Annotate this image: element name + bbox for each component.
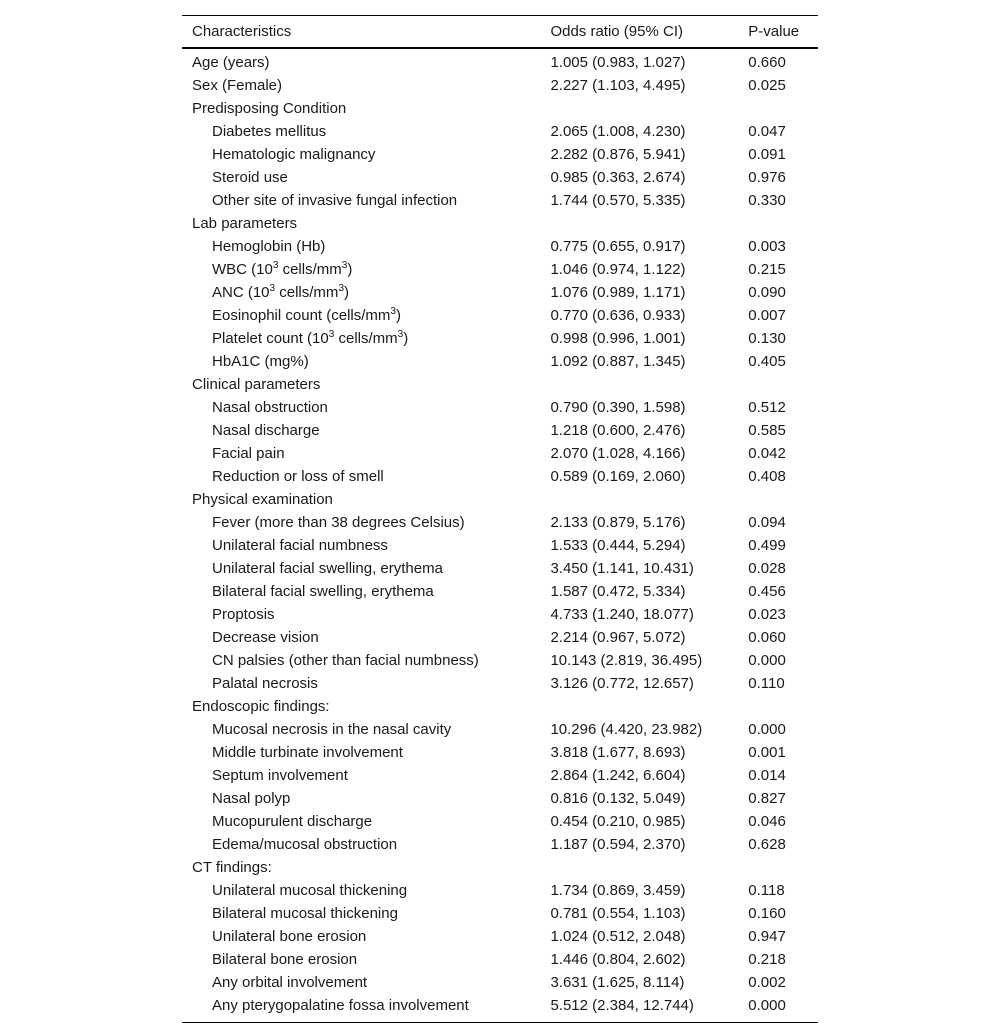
odds-ratio-cell: 2.214 (0.967, 5.072) xyxy=(550,629,686,646)
table-row xyxy=(182,143,818,166)
table-group-row xyxy=(182,488,818,511)
characteristic-label: Age (years) xyxy=(192,54,270,71)
table-row xyxy=(182,48,818,74)
odds-ratio-cell: 5.512 (2.384, 12.744) xyxy=(550,997,694,1014)
p-value-cell: 0.405 xyxy=(748,353,786,370)
table-header xyxy=(182,16,818,49)
p-value-cell: 0.025 xyxy=(748,77,786,94)
p-value-cell: 0.585 xyxy=(748,422,786,439)
characteristic-label: Edema/mucosal obstruction xyxy=(212,836,398,853)
group-label: Physical examination xyxy=(192,491,333,508)
odds-ratio-cell: 0.998 (0.996, 1.001) xyxy=(550,330,686,347)
p-value-cell xyxy=(748,212,818,235)
characteristic-label xyxy=(182,258,550,281)
label-part: WBC (10 xyxy=(212,261,273,278)
odds-ratio-cell: 0.775 (0.655, 0.917) xyxy=(550,238,686,255)
p-value-cell: 0.218 xyxy=(748,951,786,968)
characteristic-label: Nasal obstruction xyxy=(212,399,328,416)
odds-ratio-cell: 0.790 (0.390, 1.598) xyxy=(550,399,686,416)
table-row xyxy=(182,534,818,557)
p-value-cell: 0.408 xyxy=(748,468,786,485)
table-group-row xyxy=(182,856,818,879)
odds-ratio-cell: 1.092 (0.887, 1.345) xyxy=(550,353,686,370)
p-value-cell: 0.660 xyxy=(748,54,786,71)
table-row xyxy=(182,764,818,787)
odds-ratio-cell: 0.589 (0.169, 2.060) xyxy=(550,468,686,485)
odds-ratio-cell: 0.816 (0.132, 5.049) xyxy=(550,790,686,807)
characteristic-label: Facial pain xyxy=(212,445,285,462)
odds-ratio-cell: 1.446 (0.804, 2.602) xyxy=(550,951,686,968)
odds-ratio-cell: 2.070 (1.028, 4.166) xyxy=(550,445,686,462)
table-row xyxy=(182,281,818,304)
characteristic-label: Unilateral facial swelling, erythema xyxy=(212,560,443,577)
characteristic-label: Unilateral facial numbness xyxy=(212,537,388,554)
characteristic-label: Unilateral mucosal thickening xyxy=(212,882,408,899)
superscript: 3 xyxy=(397,329,404,340)
table-row xyxy=(182,350,818,373)
p-value-cell: 0.023 xyxy=(748,606,786,623)
superscript: 3 xyxy=(341,260,348,271)
label-part: cells/mm xyxy=(275,284,339,301)
odds-ratio-cell: 2.864 (1.242, 6.604) xyxy=(550,767,686,784)
p-value-cell: 0.047 xyxy=(748,123,786,140)
table-row xyxy=(182,902,818,925)
label-part: ) xyxy=(395,307,401,324)
characteristic-label: Unilateral bone erosion xyxy=(212,928,367,945)
table-row xyxy=(182,304,818,327)
characteristic-label: Hematologic malignancy xyxy=(212,146,376,163)
characteristic-label: Septum involvement xyxy=(212,767,348,784)
label-part: cells/mm xyxy=(278,261,342,278)
characteristic-label xyxy=(182,304,550,327)
table-row xyxy=(182,925,818,948)
characteristic-label: Diabetes mellitus xyxy=(212,123,327,140)
characteristic-label: Bilateral mucosal thickening xyxy=(212,905,398,922)
table-body xyxy=(182,48,818,1023)
characteristic-label: Steroid use xyxy=(212,169,288,186)
p-value-cell xyxy=(748,856,818,879)
p-value-cell: 0.090 xyxy=(748,284,786,301)
characteristic-label: CN palsies (other than facial numbness) xyxy=(212,652,479,669)
p-value-cell: 0.000 xyxy=(748,997,786,1014)
odds-ratio-cell xyxy=(550,488,748,511)
label-part: ) xyxy=(344,284,349,301)
table-row xyxy=(182,810,818,833)
characteristic-label: Bilateral bone erosion xyxy=(212,951,358,968)
odds-ratio-cell: 4.733 (1.240, 18.077) xyxy=(550,606,694,623)
table-group-row xyxy=(182,212,818,235)
odds-ratio-table xyxy=(182,15,818,1023)
table-row xyxy=(182,327,818,350)
odds-ratio-cell: 1.046 (0.974, 1.122) xyxy=(550,261,686,278)
p-value-cell: 0.947 xyxy=(748,928,786,945)
results-table-container xyxy=(182,15,818,1023)
header-p-value: P-value xyxy=(748,23,800,40)
p-value-cell: 0.512 xyxy=(748,399,786,416)
table-row xyxy=(182,465,818,488)
characteristic-label: Sex (Female) xyxy=(192,77,283,94)
odds-ratio-cell: 1.218 (0.600, 2.476) xyxy=(550,422,686,439)
characteristic-label: Mucopurulent discharge xyxy=(212,813,373,830)
odds-ratio-cell: 1.744 (0.570, 5.335) xyxy=(550,192,686,209)
characteristic-label xyxy=(182,327,550,350)
table-row xyxy=(182,833,818,856)
odds-ratio-cell: 0.985 (0.363, 2.674) xyxy=(550,169,686,186)
group-label: Endoscopic findings: xyxy=(192,698,330,715)
p-value-cell: 0.014 xyxy=(748,767,786,784)
table-row xyxy=(182,649,818,672)
p-value-cell: 0.215 xyxy=(748,261,786,278)
p-value-cell: 0.456 xyxy=(748,583,786,600)
table-group-row xyxy=(182,695,818,718)
characteristic-label: Any orbital involvement xyxy=(212,974,368,991)
superscript: 3 xyxy=(328,329,335,340)
p-value-cell: 0.499 xyxy=(748,537,786,554)
header-odds-ratio: Odds ratio (95% CI) xyxy=(550,23,683,40)
odds-ratio-cell: 10.143 (2.819, 36.495) xyxy=(550,652,703,669)
characteristic-label: Proptosis xyxy=(212,606,275,623)
p-value-cell: 0.002 xyxy=(748,974,786,991)
p-value-cell: 0.000 xyxy=(748,721,786,738)
p-value-cell: 0.028 xyxy=(748,560,786,577)
table-group-row xyxy=(182,97,818,120)
p-value-cell: 0.001 xyxy=(748,744,786,761)
table-row xyxy=(182,235,818,258)
p-value-cell: 0.330 xyxy=(748,192,786,209)
characteristic-label: Middle turbinate involvement xyxy=(212,744,403,761)
table-row xyxy=(182,580,818,603)
table-row xyxy=(182,718,818,741)
odds-ratio-cell xyxy=(550,212,748,235)
odds-ratio-cell: 3.631 (1.625, 8.114) xyxy=(550,974,685,991)
header-characteristics: Characteristics xyxy=(192,23,292,40)
odds-ratio-cell xyxy=(550,695,748,718)
table-row xyxy=(182,971,818,994)
table-group-row xyxy=(182,373,818,396)
p-value-cell xyxy=(748,373,818,396)
odds-ratio-cell: 1.734 (0.869, 3.459) xyxy=(550,882,686,899)
table-row xyxy=(182,603,818,626)
odds-ratio-cell: 3.450 (1.141, 10.431) xyxy=(550,560,694,577)
superscript: 3 xyxy=(338,283,344,294)
table-row xyxy=(182,258,818,281)
odds-ratio-cell: 1.587 (0.472, 5.334) xyxy=(550,583,686,600)
characteristic-label: Other site of invasive fungal infection xyxy=(212,192,458,209)
table-row xyxy=(182,120,818,143)
characteristic-label: Hemoglobin (Hb) xyxy=(212,238,326,255)
characteristic-label: Decrease vision xyxy=(212,629,319,646)
characteristic-label: Nasal polyp xyxy=(212,790,291,807)
characteristic-label: Fever (more than 38 degrees Celsius) xyxy=(212,514,465,531)
odds-ratio-cell: 1.533 (0.444, 5.294) xyxy=(550,537,686,554)
odds-ratio-cell: 1.187 (0.594, 2.370) xyxy=(550,836,686,853)
label-part: Platelet count (10 xyxy=(212,330,329,347)
odds-ratio-cell: 1.076 (0.989, 1.171) xyxy=(550,284,686,301)
odds-ratio-cell: 1.005 (0.983, 1.027) xyxy=(550,54,686,71)
odds-ratio-cell: 0.770 (0.636, 0.933) xyxy=(550,307,686,324)
header-row xyxy=(182,16,818,49)
p-value-cell: 0.007 xyxy=(748,307,786,324)
table-row xyxy=(182,994,818,1023)
p-value-cell xyxy=(748,488,818,511)
table-row xyxy=(182,626,818,649)
odds-ratio-cell: 1.024 (0.512, 2.048) xyxy=(550,928,686,945)
table-row xyxy=(182,74,818,97)
group-label: Predisposing Condition xyxy=(192,100,347,117)
characteristic-label: Nasal discharge xyxy=(212,422,320,439)
superscript: 3 xyxy=(390,306,396,317)
label-part: ) xyxy=(347,261,353,278)
odds-ratio-cell xyxy=(550,856,748,879)
p-value-cell xyxy=(748,97,818,120)
p-value-cell: 0.003 xyxy=(748,238,786,255)
group-label: Lab parameters xyxy=(192,215,298,232)
odds-ratio-cell: 2.133 (0.879, 5.176) xyxy=(550,514,686,531)
odds-ratio-cell: 2.282 (0.876, 5.941) xyxy=(550,146,686,163)
characteristic-label: Reduction or loss of smell xyxy=(212,468,384,485)
odds-ratio-cell: 0.454 (0.210, 0.985) xyxy=(550,813,686,830)
table-row xyxy=(182,672,818,695)
group-label: Clinical parameters xyxy=(192,376,321,393)
label-part: Eosinophil count (cells/mm xyxy=(212,307,391,324)
table-row xyxy=(182,419,818,442)
p-value-cell: 0.060 xyxy=(748,629,786,646)
table-row xyxy=(182,442,818,465)
p-value-cell: 0.130 xyxy=(748,330,786,347)
characteristic-label: Palatal necrosis xyxy=(212,675,318,692)
group-label: CT findings: xyxy=(192,859,272,876)
table-row xyxy=(182,189,818,212)
odds-ratio-cell xyxy=(550,373,748,396)
p-value-cell: 0.118 xyxy=(748,882,785,899)
p-value-cell: 0.046 xyxy=(748,813,786,830)
p-value-cell xyxy=(748,695,818,718)
p-value-cell: 0.110 xyxy=(748,675,785,692)
odds-ratio-cell: 3.126 (0.772, 12.657) xyxy=(550,675,694,692)
odds-ratio-cell: 10.296 (4.420, 23.982) xyxy=(550,721,703,738)
characteristic-label xyxy=(182,281,550,304)
superscript: 3 xyxy=(269,283,276,294)
label-part: cells/mm xyxy=(334,330,398,347)
p-value-cell: 0.976 xyxy=(748,169,786,186)
p-value-cell: 0.094 xyxy=(748,514,786,531)
table-row xyxy=(182,166,818,189)
table-row xyxy=(182,511,818,534)
odds-ratio-cell: 2.065 (1.008, 4.230) xyxy=(550,123,686,140)
superscript: 3 xyxy=(272,260,279,271)
p-value-cell: 0.091 xyxy=(748,146,786,163)
table-row xyxy=(182,948,818,971)
label-part: ANC (10 xyxy=(212,284,270,301)
characteristic-label: Mucosal necrosis in the nasal cavity xyxy=(212,721,452,738)
p-value-cell: 0.827 xyxy=(748,790,786,807)
odds-ratio-cell: 2.227 (1.103, 4.495) xyxy=(550,77,686,94)
characteristic-label: Bilateral facial swelling, erythema xyxy=(212,583,434,600)
p-value-cell: 0.000 xyxy=(748,652,786,669)
table-row xyxy=(182,557,818,580)
p-value-cell: 0.628 xyxy=(748,836,786,853)
odds-ratio-cell xyxy=(550,97,748,120)
characteristic-label: Any pterygopalatine fossa involvement xyxy=(212,997,469,1014)
table-row xyxy=(182,879,818,902)
table-row xyxy=(182,741,818,764)
table-row xyxy=(182,396,818,419)
table-row xyxy=(182,787,818,810)
odds-ratio-cell: 3.818 (1.677, 8.693) xyxy=(550,744,686,761)
p-value-cell: 0.042 xyxy=(748,445,786,462)
label-part: ) xyxy=(403,330,409,347)
characteristic-label: HbA1C (mg%) xyxy=(212,353,309,370)
p-value-cell: 0.160 xyxy=(748,905,786,922)
odds-ratio-cell: 0.781 (0.554, 1.103) xyxy=(550,905,686,922)
